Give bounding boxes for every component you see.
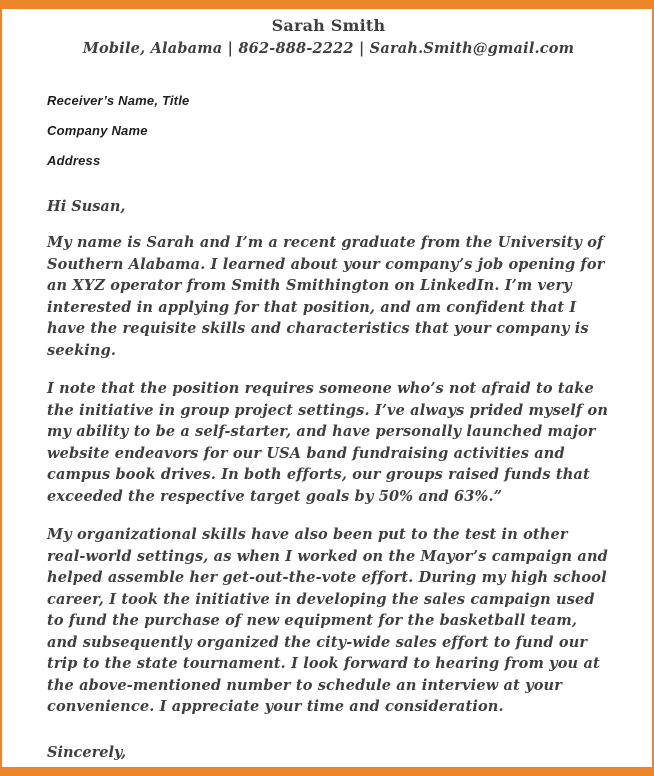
recipient-name-title: Receiver’s Name, Title [47,93,190,108]
body-paragraph-3: My organizational skills have also been put to the test in other real-world settings, as when I worked on the Mayor’s campaign and helped assemble her get-out-the-vote effort. During my high school career, I took the initiative in developing the sales campaign used to fund the purchase of new equipment for the basketball team, and subsequently organized the city-wide sales effort to fund our trip to the state tournament. I look forward to hearing from you at the above-mentioned number to schedule an interview at your convenience. I appreciate your time and consideration. [47,526,608,715]
body-paragraph-2: I note that the position requires someone who’s not afraid to take the initiative in group project settings. I’ve always prided myself on my ability to be a self-starter, and have personally launched major website endeavors for our USA band fundraising activities and campus book drives. In both efforts, our groups raised funds that exceeded the respective target goals by 50% and 63%.” [47,380,609,505]
letter-header [47,16,610,57]
salutation: Hi Susan, [47,198,126,215]
sender-name: Sarah Smith [271,16,386,35]
body-paragraph-1: My name is Sarah and I’m a recent graduate from the University of Southern Alabama. I learned about your company’s job opening for an XYZ operator from Smith Smithington on LinkedIn. I’m very interested in applying for that position, and am confident that I have the requisite skills and characteristics that your company is seeking. [47,234,605,359]
recipient-address: Address [47,153,101,168]
letter-content [2,0,652,776]
bottom-accent-bar [2,767,652,776]
sender-contact-line: Mobile, Alabama | 862-888-2222 | Sarah.Smith@gmail.com [82,40,575,57]
recipient-company: Company Name [47,123,148,138]
top-accent-bar [2,0,652,9]
recipient-block [47,93,610,168]
closing-line: Sincerely, [47,743,127,761]
